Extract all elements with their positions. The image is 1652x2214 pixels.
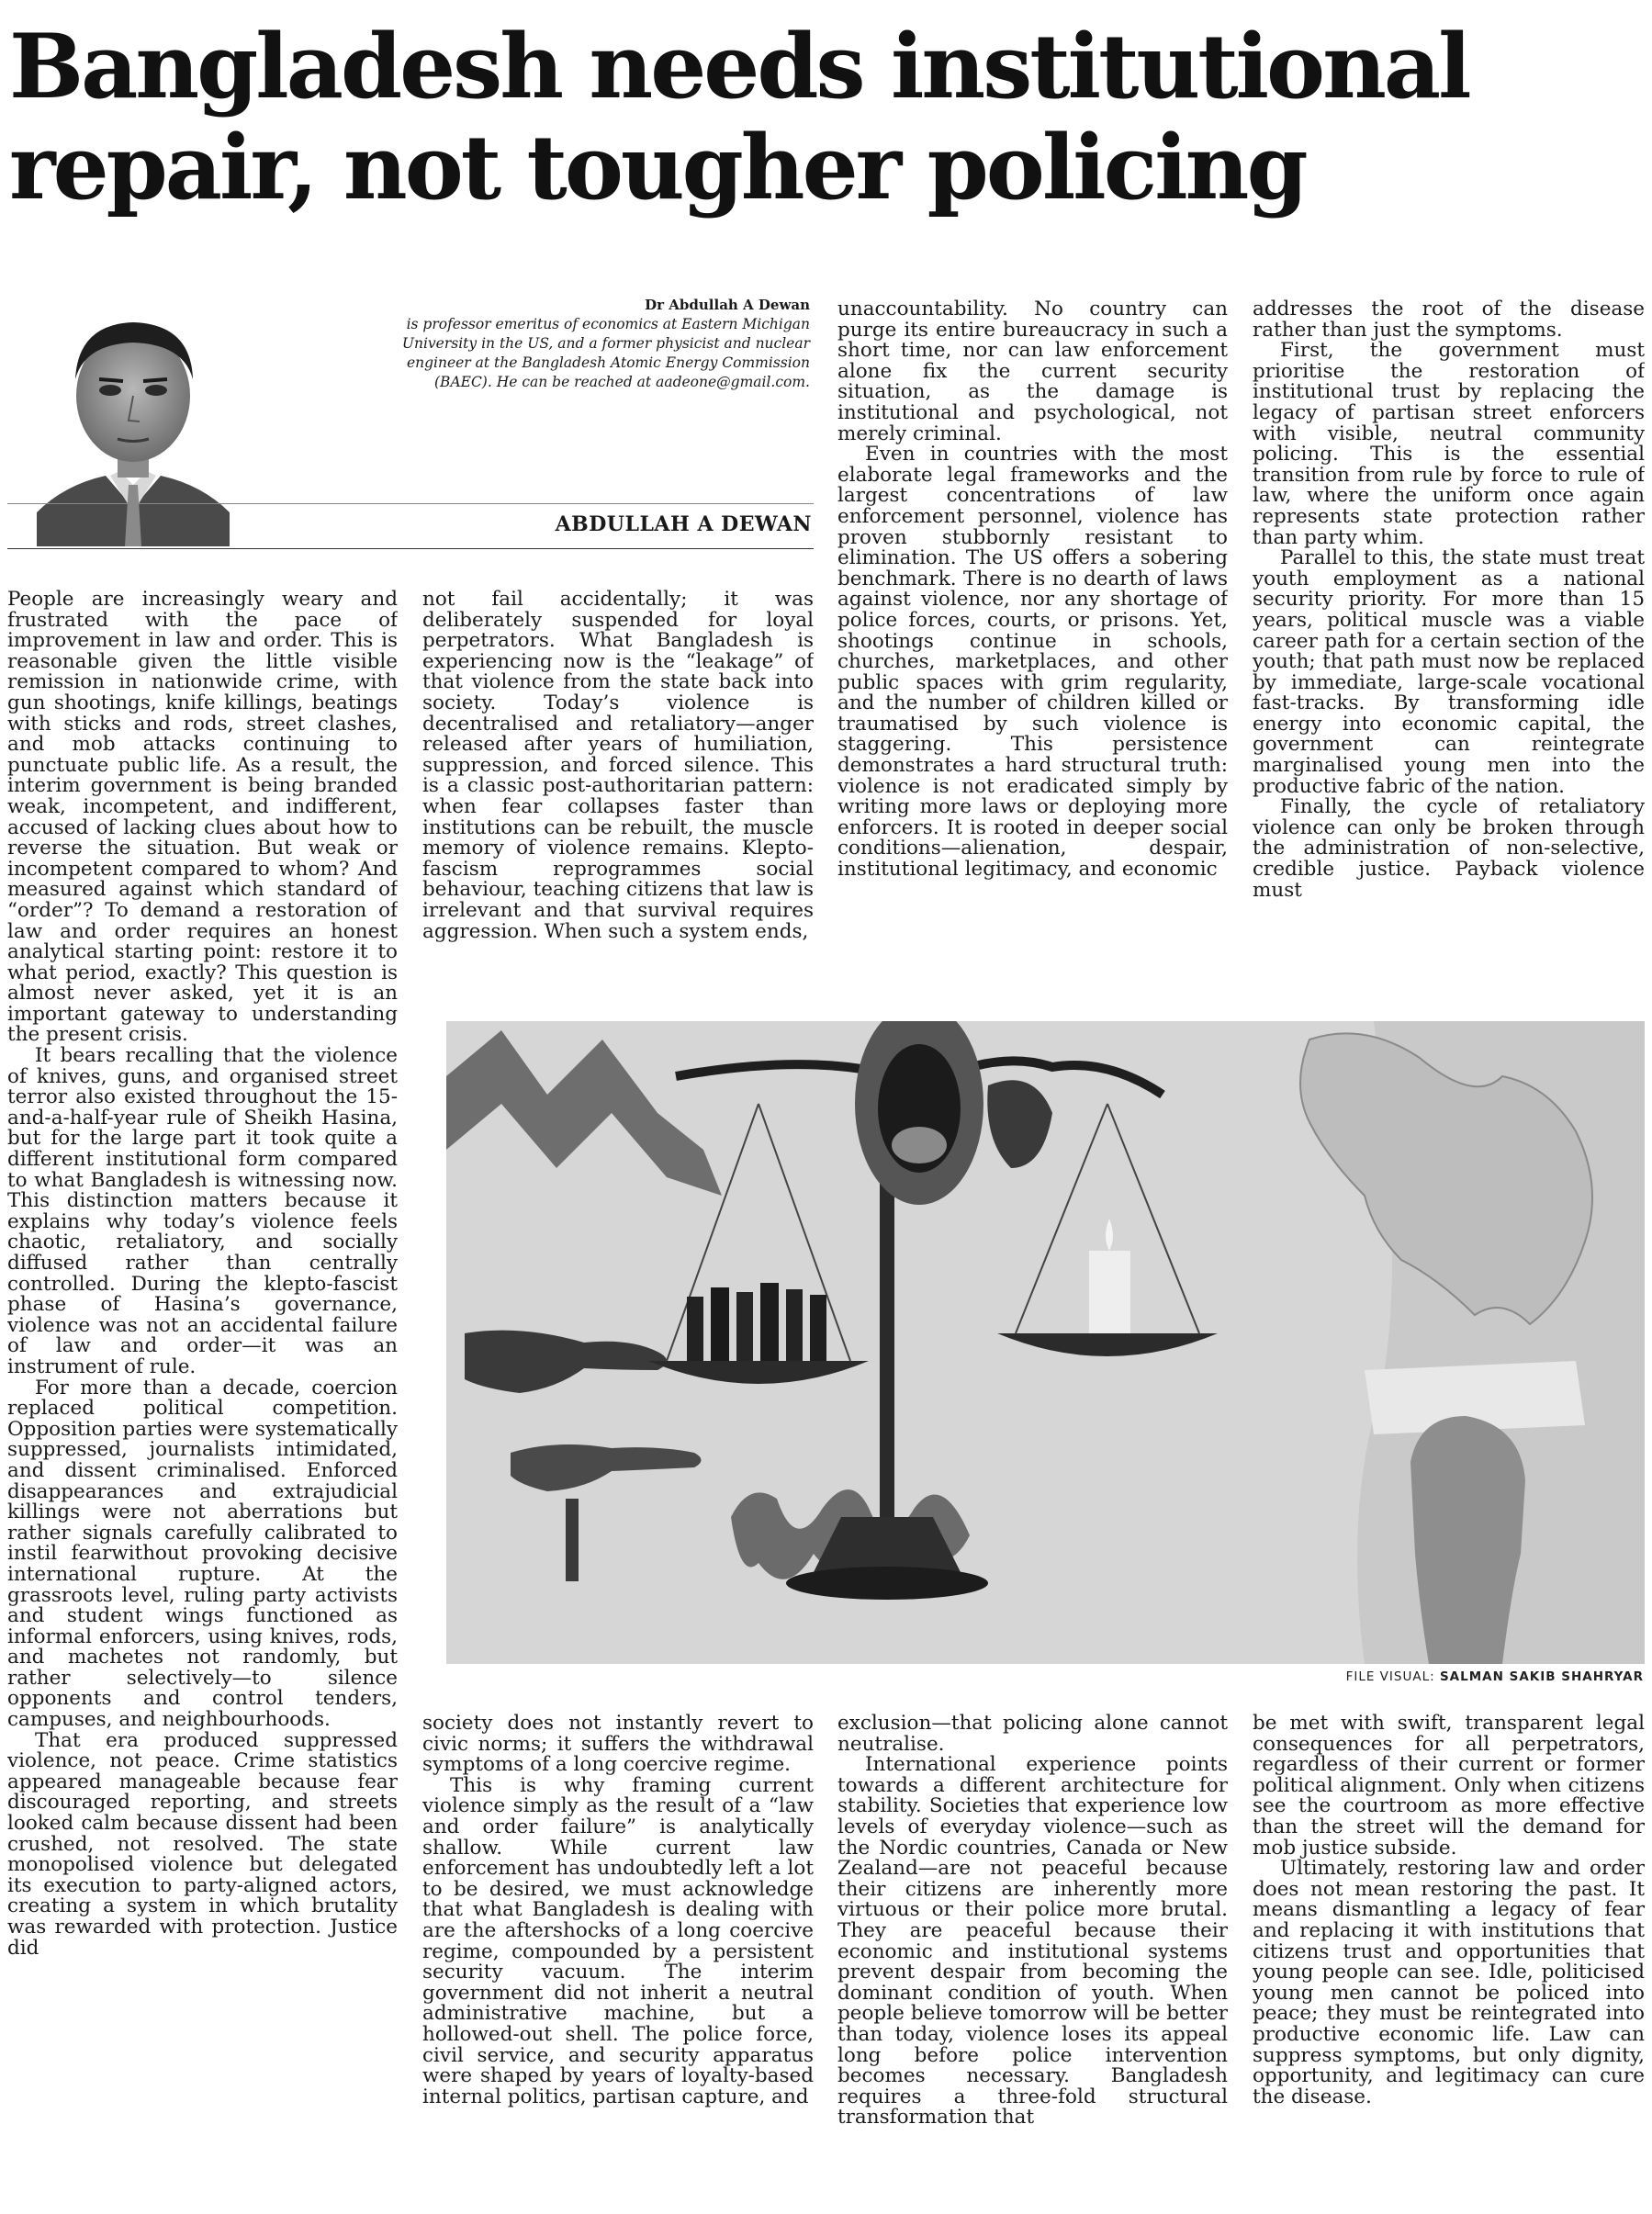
- headline: Bangladesh needs institutional repair, not tougher policing: [9, 15, 1469, 219]
- paragraph: not fail accidentally; it was deliberately suspended for loyal perpetrators. What Bangladesh is experiencing now is the “leakage” of that violence from the state back into society. Today’s violence is decentralised and retaliatory—anger released after years of humiliation, suppression, and forced silence. This is a classic post-authoritarian pattern: when fear collapses faster than institutions can be rebuilt, the muscle memory of violence remains. Klepto-fascism reprogrammes social behaviour, teaching citizens that law is irrelevant and that survival requires aggression. When such a system ends,: [422, 590, 814, 943]
- paragraph: Ultimately, restoring law and order does not mean restoring the past. It means dismantling a legacy of fear and replacing it with institutions that citizens trust and opportunities that young people can see. Idle, politicised young men cannot be policed into peace; they must be reintegrated into productive economic life. Law can suppress symptoms, but only dignity, opportunity, and legitimacy can cure the disease.: [1253, 1857, 1645, 2108]
- article-column-4-bottom: [1253, 1714, 1645, 2214]
- image-credit-label: FILE VISUAL:: [1345, 1669, 1435, 1684]
- byline-rule: [7, 548, 814, 549]
- image-credit-artist: SALMAN SAKIB SHAHRYAR: [1439, 1669, 1644, 1684]
- author-name-caps: ABDULLAH A DEWAN: [555, 512, 812, 536]
- paragraph: International experience points towards a different architecture for stability. Societies that experience low levels of everyday violence—such as the Nordic countries, Canada or New Zealand—are not peaceful because their citizens are inherently more virtuous or their police more brutal. They are peaceful because their economic and institutional systems prevent despair from becoming the dominant condition of youth. When people believe tomorrow will be better than today, violence loses its appeal long before police intervention becomes necessary. Bangladesh requires a three-fold structural transformation that: [837, 1753, 1228, 2130]
- paragraph: First, the government must prioritise the restoration of institutional trust by replacing the legacy of partisan street enforcers with visible, neutral community policing. This is the essential transition from rule by force to rule of law, where the uniform once again represents state protection rather than party whim.: [1253, 339, 1645, 549]
- byline-divider: [7, 503, 814, 504]
- paragraph: This is why framing current violence simply as the result of a “law and order failure” is analytically shallow. While current law enforcement has undoubtedly left a lot to be desired, we must acknowledge that what Bangladesh is dealing with are the aftershocks of a long coercive regime, compounded by a persistent security vacuum. The interim government did not inherit a neutral administrative machine, but a hollowed-out shell. The police force, civil service, and security apparatus were shaped by years of loyalty-based internal politics, partisan capture, and: [422, 1773, 814, 2108]
- byline-name: Dr Abdullah A Dewan: [645, 297, 810, 313]
- article-column-2-bottom: [422, 1714, 814, 2214]
- image-credit: [1194, 1669, 1644, 1684]
- paragraph: It bears recalling that the violence of knives, guns, and organised street terror also existed throughout the 15-and-a-half-year rule of Sheikh Hasina, but for the large part it took quite a different institutional form compared to what Bangladesh is witnessing now. This distinction matters because it explains why today’s violence feels chaotic, retaliatory, and socially diffused rather than centrally controlled. During the klepto-fascist phase of Hasina’s governance, violence was not an accidental failure of law and order—it was an instrument of rule.: [7, 1044, 398, 1378]
- article-illustration: [446, 1021, 1645, 1664]
- paragraph: society does not instantly revert to civic norms; it suffers the withdrawal symptoms of a long coercive regime.: [422, 1714, 814, 1777]
- paragraph: Finally, the cycle of retaliatory violence can only be broken through the administration of non-selective, credible justice. Payback violence must: [1253, 795, 1645, 902]
- article-column-3-top: [837, 299, 1228, 994]
- author-portrait: [37, 287, 230, 546]
- paragraph: That era produced suppressed violence, not peace. Crime statistics appeared manageable because fear discouraged reporting, and streets looked calm because dissent had been crushed, not resolved. The state monopolised violence but delegated its execution to party-aligned actors, creating a system in which brutality was rewarded with protection. Justice did: [7, 1728, 398, 1960]
- paragraph: unaccountability. No country can purge its entire bureaucracy in such a short time, nor can law enforcement alone fix the current security situation, as the damage is institutional and psychological, not merely criminal.: [837, 299, 1228, 445]
- paragraph: Parallel to this, the state must treat youth employment as a national security priority. For more than 15 years, political muscle was a viable career path for a certain section of the youth; that path must now be replaced by immediate, large-scale vocational fast-tracks. By transforming idle energy into economic capital, the government can reintegrate marginalised young men into the productive fabric of the nation.: [1253, 546, 1645, 798]
- byline-bio: is professor emeritus of economics at Eastern Michigan University in the US, and a former physicist and nuclear engineer at the Bangladesh Atomic Energy Commission (BAEC). He can be reached at aadeone@gmail.com.: [401, 316, 810, 390]
- small-pencil-icon: [566, 1499, 579, 1581]
- paragraph: addresses the root of the disease rather than just the symptoms.: [1253, 299, 1645, 342]
- article-column-3-bottom: [837, 1714, 1228, 2214]
- paragraph: Even in countries with the most elaborate legal frameworks and the largest concentrations of law enforcement personnel, violence has proven stubbornly resistant to elimination. The US offers a sobering benchmark. There is no dearth of laws against violence, nor any shortage of police forces, courts, or prisons. Yet, shootings continue in schools, churches, marketplaces, and other public spaces with grim regularity, and the number of children killed or traumatised by such violence is staggering. This persistence demonstrates a hard structural truth: violence is not eradicated simply by writing more laws or deploying more enforcers. It is rooted in deeper social conditions—alienation, despair, institutional legitimacy, and economic: [837, 443, 1228, 882]
- paragraph: be met with swift, transparent legal consequences for all perpetrators, regardless of their current or former political alignment. Only when citizens see the courtroom as more effective than the street will the demand for mob justice subside.: [1253, 1714, 1645, 1860]
- paragraph: For more than a decade, coercion replaced political competition. Opposition parties were systematically suppressed, journalists intimidated, and dissent criminalised. Enforced disappearances and extrajudicial killings were not aberrations but rather signals carefully calibrated to instil fearwithout provoking decisive international rupture. At the grassroots level, ruling party activists and student wings functioned as informal enforcers, using knives, rods, and machetes not randomly, but rather selectively—to silence opponents and control tenders, campuses, and neighbourhoods.: [7, 1376, 398, 1732]
- paragraph: exclusion—that policing alone cannot neutralise.: [837, 1714, 1228, 1756]
- byline-block: [367, 296, 810, 392]
- article-column-2-top: [422, 590, 814, 994]
- article-column-4-top: [1253, 299, 1645, 994]
- article-column-1: [7, 590, 398, 2213]
- paragraph: People are increasingly weary and frustrated with the pace of improvement in law and order. This is reasonable given the little visible remission in nationwide crime, with gun shootings, knife killings, beatings with sticks and rods, street clashes, and mob attacks continuing to punctuate public life. As a result, the interim government is being branded weak, incompetent, and indifferent, accused of lacking clues about how to reverse the situation. But weak or incompetent compared to whom? And measured against which standard of “order”? To demand a restoration of law and order requires an honest analytical starting point: restore it to what period, exactly? This question is almost never asked, yet it is an important gateway to understanding the present crisis.: [7, 590, 398, 1047]
